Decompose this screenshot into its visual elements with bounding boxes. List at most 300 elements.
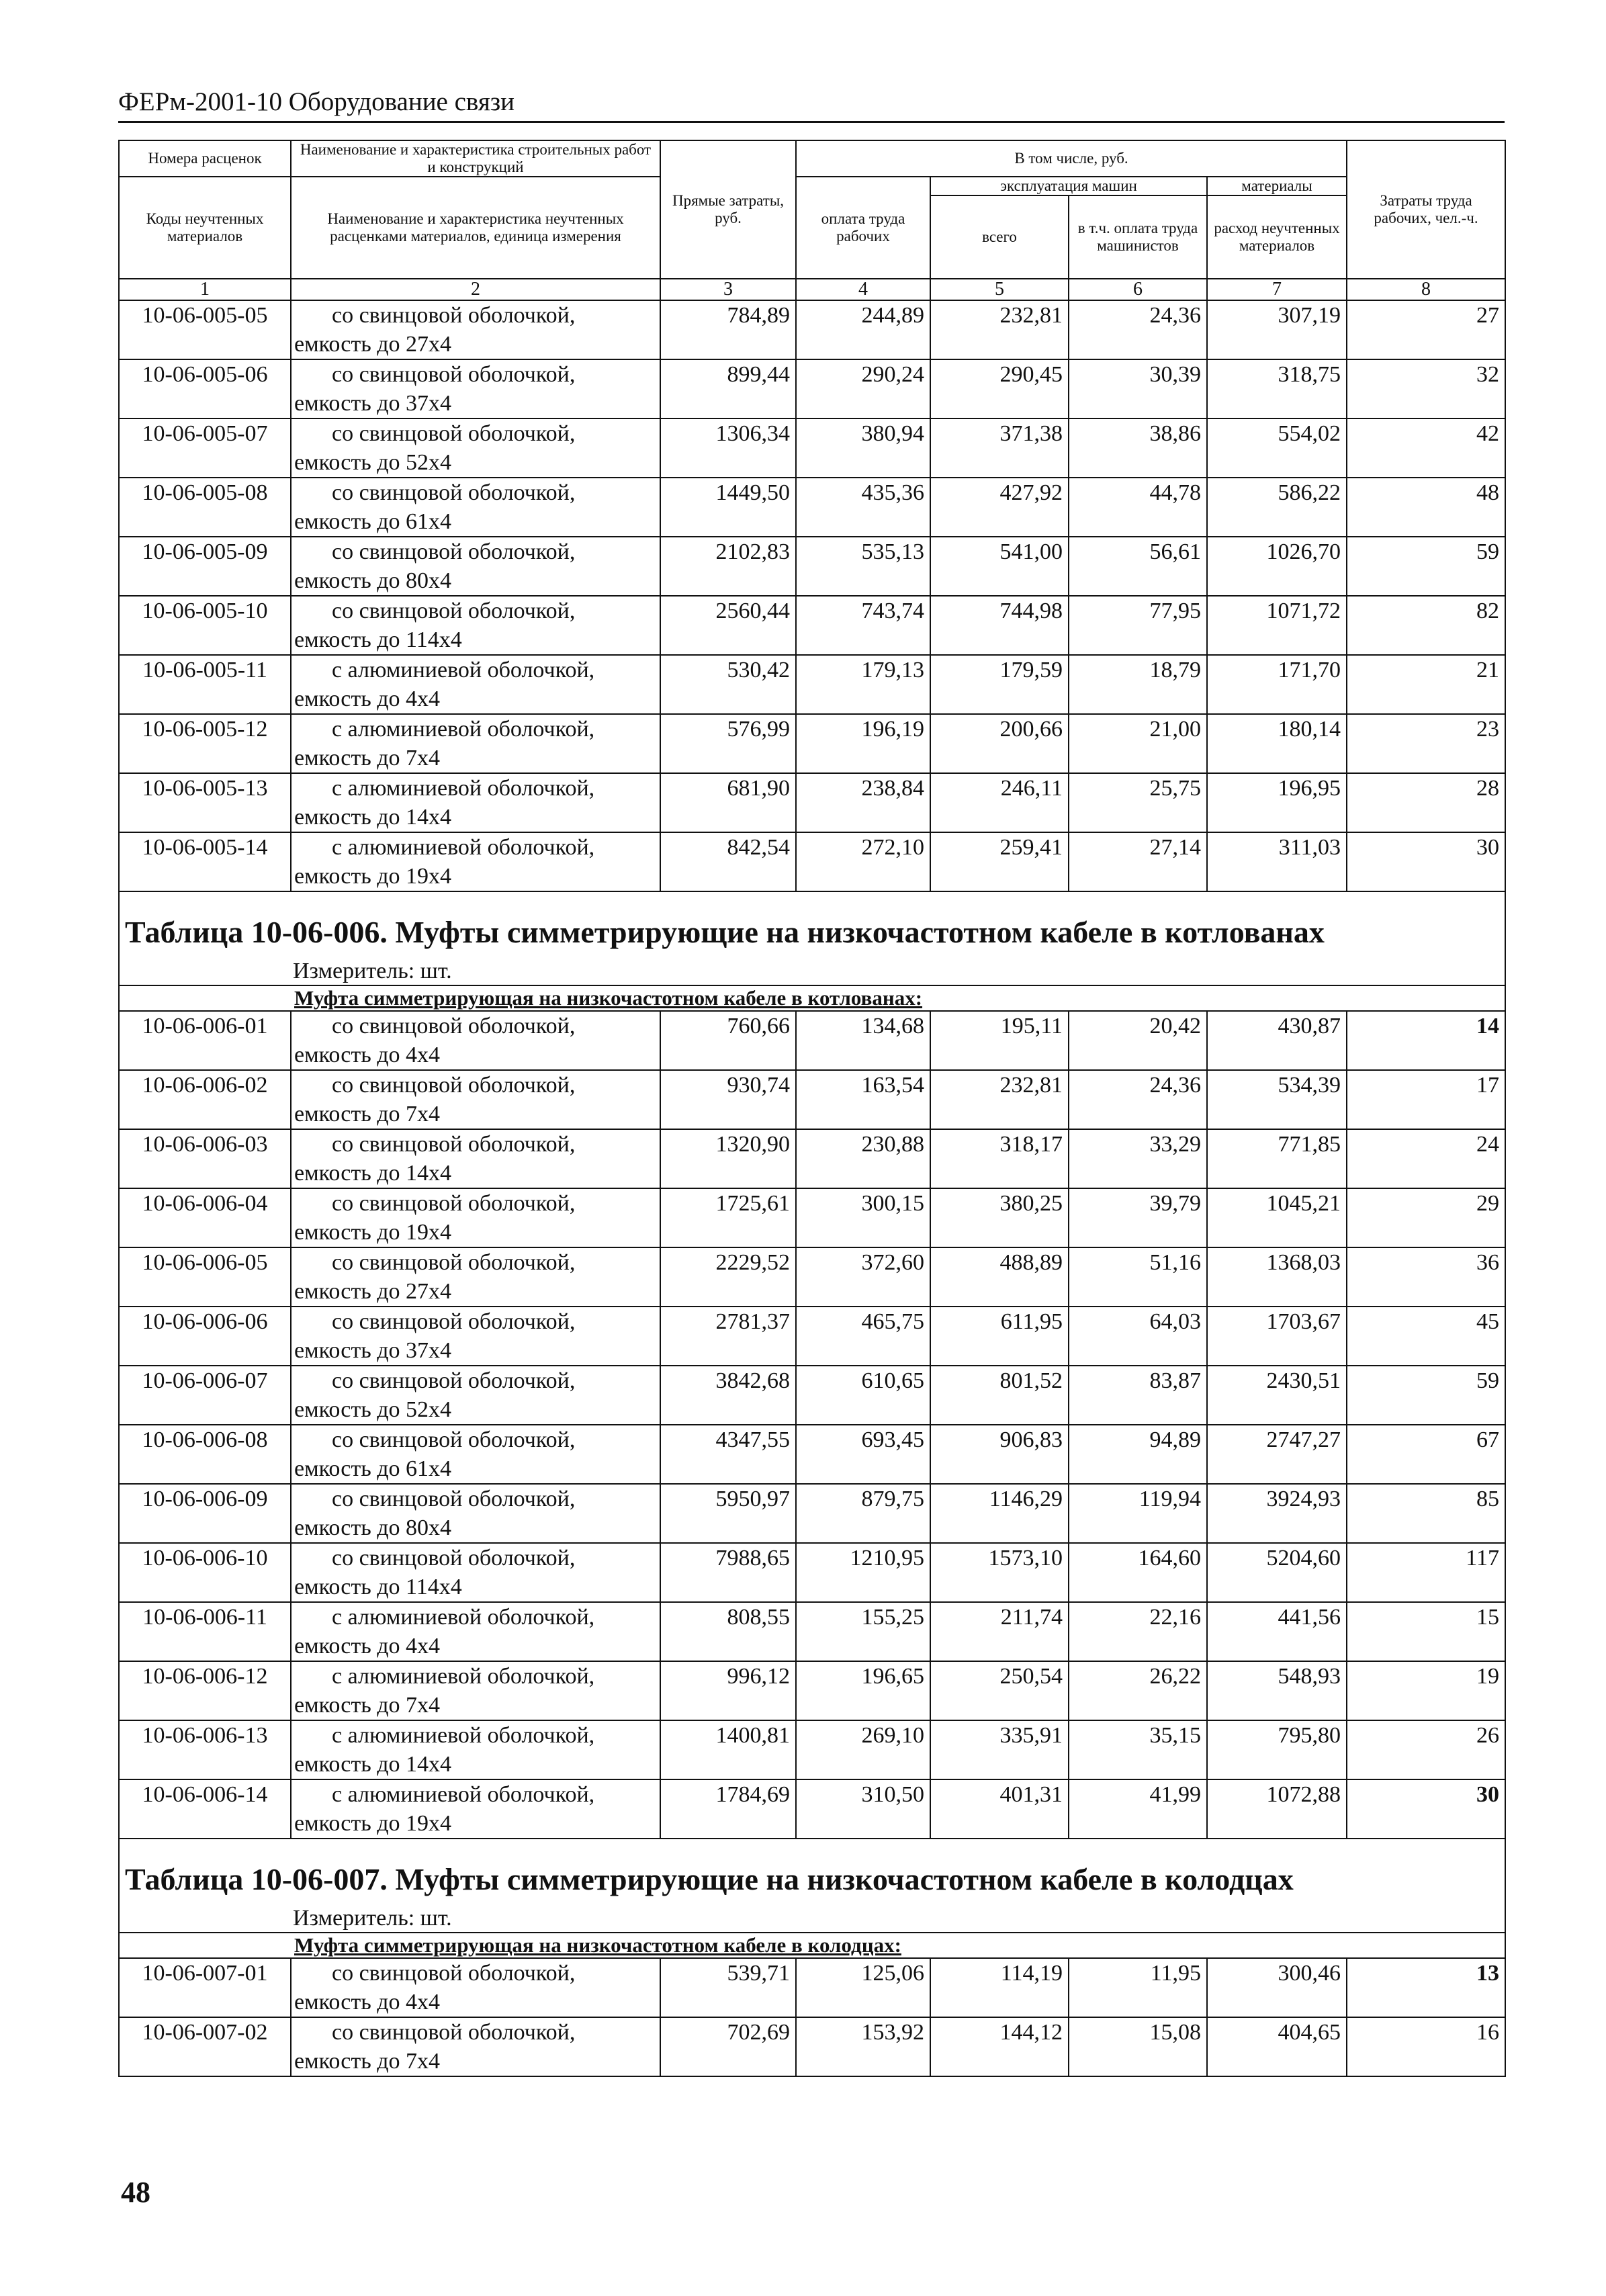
rate-code: 10-06-006-01 [119, 1011, 291, 1070]
materials-cost: 1071,72 [1207, 596, 1347, 655]
direct-costs: 576,99 [660, 714, 796, 773]
table-row [119, 1602, 1505, 1661]
rate-code: 10-06-005-10 [119, 596, 291, 655]
operator-wages: 35,15 [1069, 1720, 1207, 1779]
operator-wages: 77,95 [1069, 596, 1207, 655]
work-name [291, 1543, 660, 1602]
direct-costs: 1784,69 [660, 1779, 796, 1839]
direct-costs: 3842,68 [660, 1366, 796, 1425]
worker-wages: 372,60 [796, 1247, 930, 1307]
work-name [291, 1188, 660, 1247]
work-name [291, 537, 660, 596]
rate-code: 10-06-006-05 [119, 1247, 291, 1307]
materials-cost: 430,87 [1207, 1011, 1347, 1070]
machines-total: 246,11 [930, 773, 1069, 832]
materials-cost: 1072,88 [1207, 1779, 1347, 1839]
worker-wages: 435,36 [796, 478, 930, 537]
table-row [119, 1543, 1505, 1602]
table-row [119, 714, 1505, 773]
materials-cost: 2430,51 [1207, 1366, 1347, 1425]
col-number: 1 [119, 279, 291, 300]
running-head: ФЕРм-2001-10 Оборудование связи [118, 86, 1505, 123]
work-name [291, 714, 660, 773]
operator-wages: 83,87 [1069, 1366, 1207, 1425]
operator-wages: 38,86 [1069, 418, 1207, 478]
operator-wages: 25,75 [1069, 773, 1207, 832]
rate-code: 10-06-005-08 [119, 478, 291, 537]
work-name [291, 1661, 660, 1720]
col-number: 4 [796, 279, 930, 300]
col-number: 5 [930, 279, 1069, 300]
operator-wages: 64,03 [1069, 1307, 1207, 1366]
table-row [119, 1425, 1505, 1484]
rate-code: 10-06-005-11 [119, 655, 291, 714]
work-name-line1: со свинцовой оболочкой, [332, 480, 576, 505]
table-007-title: Таблица 10-06-007. Муфты симметрирующие на низкочастотном кабеле в колодцах [119, 1851, 1505, 1905]
direct-costs: 2781,37 [660, 1307, 796, 1366]
work-name-line1: с алюминиевой оболочкой, [332, 1723, 595, 1748]
operator-wages: 11,95 [1069, 1958, 1207, 2017]
work-name [291, 773, 660, 832]
work-name-line1: со свинцовой оболочкой, [332, 1191, 576, 1216]
work-name-line1: со свинцовой оболочкой, [332, 1427, 576, 1452]
header-direct-costs: Прямые затраты, руб. [660, 140, 796, 279]
labor-hours: 26 [1347, 1720, 1505, 1779]
work-name-line1: с алюминиевой оболочкой, [332, 1605, 595, 1630]
table-row [119, 1011, 1505, 1070]
materials-cost: 534,39 [1207, 1070, 1347, 1129]
operator-wages: 27,14 [1069, 832, 1207, 891]
work-name-line1: со свинцовой оболочкой, [332, 1014, 576, 1039]
operator-wages: 24,36 [1069, 300, 1207, 359]
header-work-name: Наименование и характеристика строительных работ и конструкций [291, 140, 660, 177]
table-006-body [119, 1011, 1505, 1839]
direct-costs: 930,74 [660, 1070, 796, 1129]
worker-wages: 693,45 [796, 1425, 930, 1484]
machines-total: 1146,29 [930, 1484, 1069, 1543]
rate-code: 10-06-005-13 [119, 773, 291, 832]
worker-wages: 134,68 [796, 1011, 930, 1070]
worker-wages: 465,75 [796, 1307, 930, 1366]
work-name [291, 1247, 660, 1307]
rate-code: 10-06-005-07 [119, 418, 291, 478]
machines-total: 200,66 [930, 714, 1069, 773]
operator-wages: 41,99 [1069, 1779, 1207, 1839]
machines-total: 114,19 [930, 1958, 1069, 2017]
table-row [119, 1129, 1505, 1188]
materials-cost: 1026,70 [1207, 537, 1347, 596]
work-name-line2: емкость до 4х4 [294, 687, 440, 711]
worker-wages: 230,88 [796, 1129, 930, 1188]
rate-code: 10-06-005-14 [119, 832, 291, 891]
table-007-section [119, 1933, 1505, 1958]
work-name-line1: со свинцовой оболочкой, [332, 1368, 576, 1393]
machines-total: 488,89 [930, 1247, 1069, 1307]
machines-total: 541,00 [930, 537, 1069, 596]
work-name [291, 1720, 660, 1779]
table-header [119, 140, 1505, 300]
materials-cost: 1703,67 [1207, 1307, 1347, 1366]
work-name-line1: с алюминиевой оболочкой, [332, 658, 595, 682]
direct-costs: 1725,61 [660, 1188, 796, 1247]
worker-wages: 535,13 [796, 537, 930, 596]
materials-cost: 180,14 [1207, 714, 1347, 773]
rate-code: 10-06-006-09 [119, 1484, 291, 1543]
direct-costs: 4347,55 [660, 1425, 796, 1484]
machines-total: 179,59 [930, 655, 1069, 714]
operator-wages: 24,36 [1069, 1070, 1207, 1129]
rate-code: 10-06-006-14 [119, 1779, 291, 1839]
work-name-line1: со свинцовой оболочкой, [332, 599, 576, 623]
work-name [291, 1070, 660, 1129]
direct-costs: 899,44 [660, 359, 796, 418]
machines-total: 144,12 [930, 2017, 1069, 2076]
rate-code: 10-06-007-01 [119, 1958, 291, 2017]
work-name [291, 1307, 660, 1366]
work-name-line1: со свинцовой оболочкой, [332, 539, 576, 564]
header-rate-numbers: Номера расценок [119, 140, 291, 177]
table-row [119, 1484, 1505, 1543]
materials-cost: 5204,60 [1207, 1543, 1347, 1602]
materials-cost: 441,56 [1207, 1602, 1347, 1661]
rate-code: 10-06-006-04 [119, 1188, 291, 1247]
table-006-title: Таблица 10-06-006. Муфты симметрирующие на низкочастотном кабеле в котлованах [119, 904, 1505, 958]
work-name [291, 1425, 660, 1484]
direct-costs: 808,55 [660, 1602, 796, 1661]
work-name-line2: емкость до 80х4 [294, 1515, 451, 1540]
machines-total: 335,91 [930, 1720, 1069, 1779]
materials-cost: 171,70 [1207, 655, 1347, 714]
work-name-line2: емкость до 19х4 [294, 1811, 451, 1836]
table-row [119, 1661, 1505, 1720]
machines-total: 401,31 [930, 1779, 1069, 1839]
worker-wages: 153,92 [796, 2017, 930, 2076]
direct-costs: 2560,44 [660, 596, 796, 655]
col-number: 3 [660, 279, 796, 300]
materials-cost: 795,80 [1207, 1720, 1347, 1779]
work-name [291, 832, 660, 891]
table-row [119, 478, 1505, 537]
work-name-line2: емкость до 14х4 [294, 1161, 451, 1186]
work-name-line2: емкость до 14х4 [294, 805, 451, 830]
labor-hours: 82 [1347, 596, 1505, 655]
direct-costs: 1320,90 [660, 1129, 796, 1188]
work-name-line1: со свинцовой оболочкой, [332, 362, 576, 387]
machines-total: 232,81 [930, 1070, 1069, 1129]
machines-total: 906,83 [930, 1425, 1069, 1484]
materials-cost: 318,75 [1207, 359, 1347, 418]
direct-costs: 996,12 [660, 1661, 796, 1720]
worker-wages: 743,74 [796, 596, 930, 655]
work-name [291, 1011, 660, 1070]
operator-wages: 30,39 [1069, 359, 1207, 418]
labor-hours: 16 [1347, 2017, 1505, 2076]
table-row [119, 1366, 1505, 1425]
work-name [291, 1602, 660, 1661]
table-row [119, 418, 1505, 478]
machines-total: 380,25 [930, 1188, 1069, 1247]
work-name-line2: емкость до 52х4 [294, 1397, 451, 1422]
rate-code: 10-06-006-03 [119, 1129, 291, 1188]
header-machines-total: всего [930, 195, 1069, 279]
materials-cost: 300,46 [1207, 1958, 1347, 2017]
materials-cost: 1045,21 [1207, 1188, 1347, 1247]
worker-wages: 290,24 [796, 359, 930, 418]
rate-code: 10-06-005-05 [119, 300, 291, 359]
machines-total: 427,92 [930, 478, 1069, 537]
labor-hours: 36 [1347, 1247, 1505, 1307]
direct-costs: 784,89 [660, 300, 796, 359]
operator-wages: 22,16 [1069, 1602, 1207, 1661]
worker-wages: 879,75 [796, 1484, 930, 1543]
labor-hours: 21 [1347, 655, 1505, 714]
operator-wages: 20,42 [1069, 1011, 1207, 1070]
materials-cost: 771,85 [1207, 1129, 1347, 1188]
work-name-line2: емкость до 80х4 [294, 568, 451, 593]
operator-wages: 119,94 [1069, 1484, 1207, 1543]
work-name [291, 418, 660, 478]
work-name-line2: емкость до 7х4 [294, 1693, 440, 1718]
rate-code: 10-06-006-13 [119, 1720, 291, 1779]
labor-hours: 117 [1347, 1543, 1505, 1602]
operator-wages: 164,60 [1069, 1543, 1207, 1602]
direct-costs: 1449,50 [660, 478, 796, 537]
page-number: 48 [121, 2176, 150, 2209]
work-name-line1: со свинцовой оболочкой, [332, 1487, 576, 1511]
work-name-line1: с алюминиевой оболочкой, [332, 1782, 595, 1807]
table-row [119, 596, 1505, 655]
labor-hours: 45 [1347, 1307, 1505, 1366]
work-name-line1: со свинцовой оболочкой, [332, 1250, 576, 1275]
rates-table [118, 140, 1506, 2077]
materials-cost: 311,03 [1207, 832, 1347, 891]
table-row [119, 1779, 1505, 1839]
labor-hours: 67 [1347, 1425, 1505, 1484]
header-machine-operation: эксплуатация машин [930, 177, 1207, 195]
worker-wages: 196,65 [796, 1661, 930, 1720]
table-006-heading [119, 891, 1505, 1011]
labor-hours: 29 [1347, 1188, 1505, 1247]
rate-code: 10-06-005-12 [119, 714, 291, 773]
materials-cost: 2747,27 [1207, 1425, 1347, 1484]
header-operator-wages: в т.ч. оплата труда машинистов [1069, 195, 1207, 279]
worker-wages: 179,13 [796, 655, 930, 714]
worker-wages: 310,50 [796, 1779, 930, 1839]
table-row [119, 359, 1505, 418]
work-name-line2: емкость до 61х4 [294, 509, 451, 534]
labor-hours: 13 [1347, 1958, 1505, 2017]
labor-hours: 17 [1347, 1070, 1505, 1129]
work-name-line2: емкость до 7х4 [294, 1102, 440, 1127]
header-worker-wages: оплата труда рабочих [796, 177, 930, 279]
machines-total: 232,81 [930, 300, 1069, 359]
rate-code: 10-06-006-08 [119, 1425, 291, 1484]
work-name-line1: с алюминиевой оболочкой, [332, 776, 595, 801]
rate-code: 10-06-006-11 [119, 1602, 291, 1661]
machines-total: 744,98 [930, 596, 1069, 655]
table-row [119, 832, 1505, 891]
worker-wages: 380,94 [796, 418, 930, 478]
table-row [119, 1070, 1505, 1129]
direct-costs: 702,69 [660, 2017, 796, 2076]
work-name [291, 1484, 660, 1543]
work-name [291, 1366, 660, 1425]
rate-code: 10-06-007-02 [119, 2017, 291, 2076]
materials-cost: 307,19 [1207, 300, 1347, 359]
table-row [119, 1247, 1505, 1307]
header-materials: материалы [1207, 177, 1347, 195]
table-006-meter: Измеритель: шт. [119, 958, 1505, 985]
rate-code: 10-06-005-09 [119, 537, 291, 596]
work-name-line1: со свинцовой оболочкой, [332, 1309, 576, 1334]
table-006-section [119, 985, 1505, 1011]
worker-wages: 163,54 [796, 1070, 930, 1129]
header-material-codes: Коды неучтенных материалов [119, 177, 291, 279]
header-material-name: Наименование и характеристика неучтенных расценками материалов, единица измерения [291, 177, 660, 279]
worker-wages: 272,10 [796, 832, 930, 891]
work-name-line2: емкость до 37х4 [294, 1338, 451, 1363]
labor-hours: 42 [1347, 418, 1505, 478]
work-name [291, 1958, 660, 2017]
operator-wages: 33,29 [1069, 1129, 1207, 1188]
spacer [119, 1839, 1505, 1851]
header-unaccounted-materials: расход неучтенных материалов [1207, 195, 1347, 279]
machines-total: 250,54 [930, 1661, 1069, 1720]
labor-hours: 27 [1347, 300, 1505, 359]
worker-wages: 610,65 [796, 1366, 930, 1425]
work-name-line2: емкость до 61х4 [294, 1456, 451, 1481]
work-name-line1: со свинцовой оболочкой, [332, 421, 576, 446]
operator-wages: 56,61 [1069, 537, 1207, 596]
rate-code: 10-06-006-07 [119, 1366, 291, 1425]
machines-total: 371,38 [930, 418, 1069, 478]
operator-wages: 44,78 [1069, 478, 1207, 537]
materials-cost: 1368,03 [1207, 1247, 1347, 1307]
work-name [291, 300, 660, 359]
machines-total: 611,95 [930, 1307, 1069, 1366]
work-name-line2: емкость до 52х4 [294, 450, 451, 475]
direct-costs: 1306,34 [660, 418, 796, 478]
labor-hours: 28 [1347, 773, 1505, 832]
work-name [291, 1129, 660, 1188]
labor-hours: 59 [1347, 1366, 1505, 1425]
work-name-line2: емкость до 27х4 [294, 1279, 451, 1304]
work-name [291, 596, 660, 655]
worker-wages: 238,84 [796, 773, 930, 832]
table-005-body [119, 300, 1505, 891]
operator-wages: 21,00 [1069, 714, 1207, 773]
work-name-line2: емкость до 37х4 [294, 391, 451, 416]
work-name [291, 359, 660, 418]
labor-hours: 15 [1347, 1602, 1505, 1661]
worker-wages: 1210,95 [796, 1543, 930, 1602]
materials-cost: 3924,93 [1207, 1484, 1347, 1543]
labor-hours: 19 [1347, 1661, 1505, 1720]
worker-wages: 125,06 [796, 1958, 930, 2017]
operator-wages: 94,89 [1069, 1425, 1207, 1484]
col-number: 2 [291, 279, 660, 300]
machines-total: 801,52 [930, 1366, 1069, 1425]
work-name [291, 2017, 660, 2076]
header-including: В том числе, руб. [796, 140, 1347, 177]
worker-wages: 196,19 [796, 714, 930, 773]
labor-hours: 23 [1347, 714, 1505, 773]
work-name-line2: емкость до 19х4 [294, 1220, 451, 1245]
col-number: 7 [1207, 279, 1347, 300]
rate-code: 10-06-006-06 [119, 1307, 291, 1366]
table-row [119, 537, 1505, 596]
col-number: 6 [1069, 279, 1207, 300]
machines-total: 1573,10 [930, 1543, 1069, 1602]
table-row [119, 1188, 1505, 1247]
work-name-line2: емкость до 4х4 [294, 1043, 440, 1067]
table-007-meter: Измеритель: шт. [119, 1905, 1505, 1933]
table-007-section-label: Муфта симметрирующая на низкочастотном кабеле в колодцах: [294, 1933, 901, 1957]
operator-wages: 26,22 [1069, 1661, 1207, 1720]
direct-costs: 2229,52 [660, 1247, 796, 1307]
labor-hours: 30 [1347, 832, 1505, 891]
col-number: 8 [1347, 279, 1505, 300]
machines-total: 211,74 [930, 1602, 1069, 1661]
direct-costs: 539,71 [660, 1958, 796, 2017]
table-row [119, 1307, 1505, 1366]
direct-costs: 681,90 [660, 773, 796, 832]
machines-total: 259,41 [930, 832, 1069, 891]
work-name-line2: емкость до 14х4 [294, 1752, 451, 1777]
machines-total: 318,17 [930, 1129, 1069, 1188]
table-row [119, 655, 1505, 714]
work-name-line2: емкость до 7х4 [294, 746, 440, 770]
operator-wages: 15,08 [1069, 2017, 1207, 2076]
worker-wages: 269,10 [796, 1720, 930, 1779]
table-row [119, 773, 1505, 832]
work-name-line1: со свинцовой оболочкой, [332, 1073, 576, 1098]
machines-total: 290,45 [930, 359, 1069, 418]
work-name-line1: со свинцовой оболочкой, [332, 1132, 576, 1157]
work-name-line2: емкость до 27х4 [294, 332, 451, 357]
materials-cost: 554,02 [1207, 418, 1347, 478]
materials-cost: 586,22 [1207, 478, 1347, 537]
work-name-line2: емкость до 114х4 [294, 627, 462, 652]
materials-cost: 548,93 [1207, 1661, 1347, 1720]
direct-costs: 5950,97 [660, 1484, 796, 1543]
labor-hours: 59 [1347, 537, 1505, 596]
work-name-line1: с алюминиевой оболочкой, [332, 835, 595, 860]
work-name-line1: со свинцовой оболочкой, [332, 2020, 576, 2045]
worker-wages: 300,15 [796, 1188, 930, 1247]
work-name [291, 655, 660, 714]
direct-costs: 530,42 [660, 655, 796, 714]
spacer [119, 891, 1505, 904]
machines-total: 195,11 [930, 1011, 1069, 1070]
table-007-body [119, 1958, 1505, 2076]
work-name-line2: емкость до 7х4 [294, 2049, 440, 2074]
labor-hours: 14 [1347, 1011, 1505, 1070]
work-name-line1: со свинцовой оболочкой, [332, 1546, 576, 1571]
labor-hours: 32 [1347, 359, 1505, 418]
rate-code: 10-06-006-02 [119, 1070, 291, 1129]
table-row [119, 1720, 1505, 1779]
operator-wages: 18,79 [1069, 655, 1207, 714]
work-name-line2: емкость до 19х4 [294, 864, 451, 889]
worker-wages: 155,25 [796, 1602, 930, 1661]
operator-wages: 51,16 [1069, 1247, 1207, 1307]
work-name [291, 1779, 660, 1839]
direct-costs: 1400,81 [660, 1720, 796, 1779]
header-labor-hours: Затраты труда рабочих, чел.-ч. [1347, 140, 1505, 279]
table-006-section-label: Муфта симметрирующая на низкочастотном кабеле в котлованах: [294, 986, 923, 1010]
work-name-line2: емкость до 4х4 [294, 1990, 440, 2015]
